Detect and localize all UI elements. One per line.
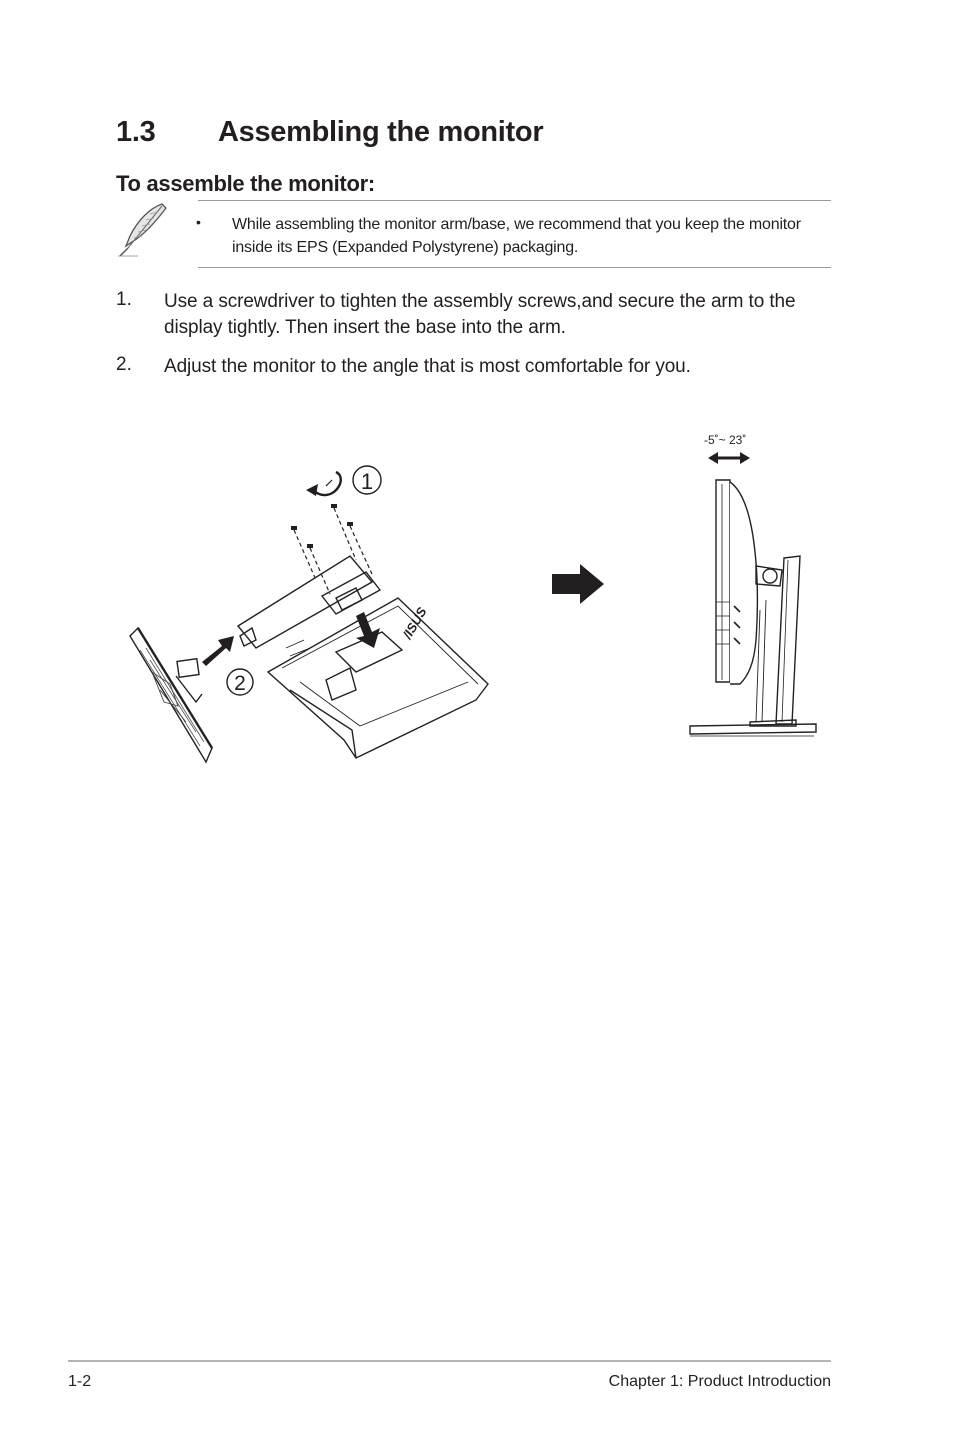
subheading: To assemble the monitor: xyxy=(116,171,375,196)
callout-1: 1 xyxy=(360,469,374,494)
asus-logo: /ISUS xyxy=(399,604,430,642)
page-number: 1-2 xyxy=(68,1373,92,1390)
footer-rule xyxy=(68,1360,831,1362)
section-number: 1.3 xyxy=(116,116,156,148)
step-2-text: Adjust the monitor to the angle that is most comfortable for you. xyxy=(164,356,691,377)
tilt-angle-label: -5˚~ 23˚ xyxy=(704,433,747,447)
monitor-side-view-drawing xyxy=(690,480,816,736)
callout-2: 2 xyxy=(234,672,246,695)
section-title: Assembling the monitor xyxy=(218,116,544,148)
screw-heads xyxy=(291,504,353,548)
note-text: While assembling the monitor arm/base, we recommend that you keep the monitor inside its EPS (Expanded Polystyrene) packaging. xyxy=(232,216,801,256)
monitor-back-drawing xyxy=(238,556,488,758)
assembly-illustration xyxy=(100,420,840,785)
note-bullet: • xyxy=(196,214,201,230)
monitor-base-drawing xyxy=(130,628,212,762)
chapter-title: Chapter 1: Product Introduction xyxy=(608,1373,831,1390)
rotate-arrow-icon xyxy=(306,472,341,496)
step-2-number: 2. xyxy=(116,354,132,375)
next-step-arrow-icon xyxy=(552,564,604,604)
insert-arrow-icon xyxy=(202,636,234,666)
step-1-text: Use a screwdriver to tighten the assembly screws,and secure the arm to the display tightly. Then insert the base into the arm. xyxy=(164,291,796,338)
feather-pen-icon xyxy=(112,200,174,265)
step-1-number: 1. xyxy=(116,289,132,310)
tilt-double-arrow-icon xyxy=(708,452,750,464)
